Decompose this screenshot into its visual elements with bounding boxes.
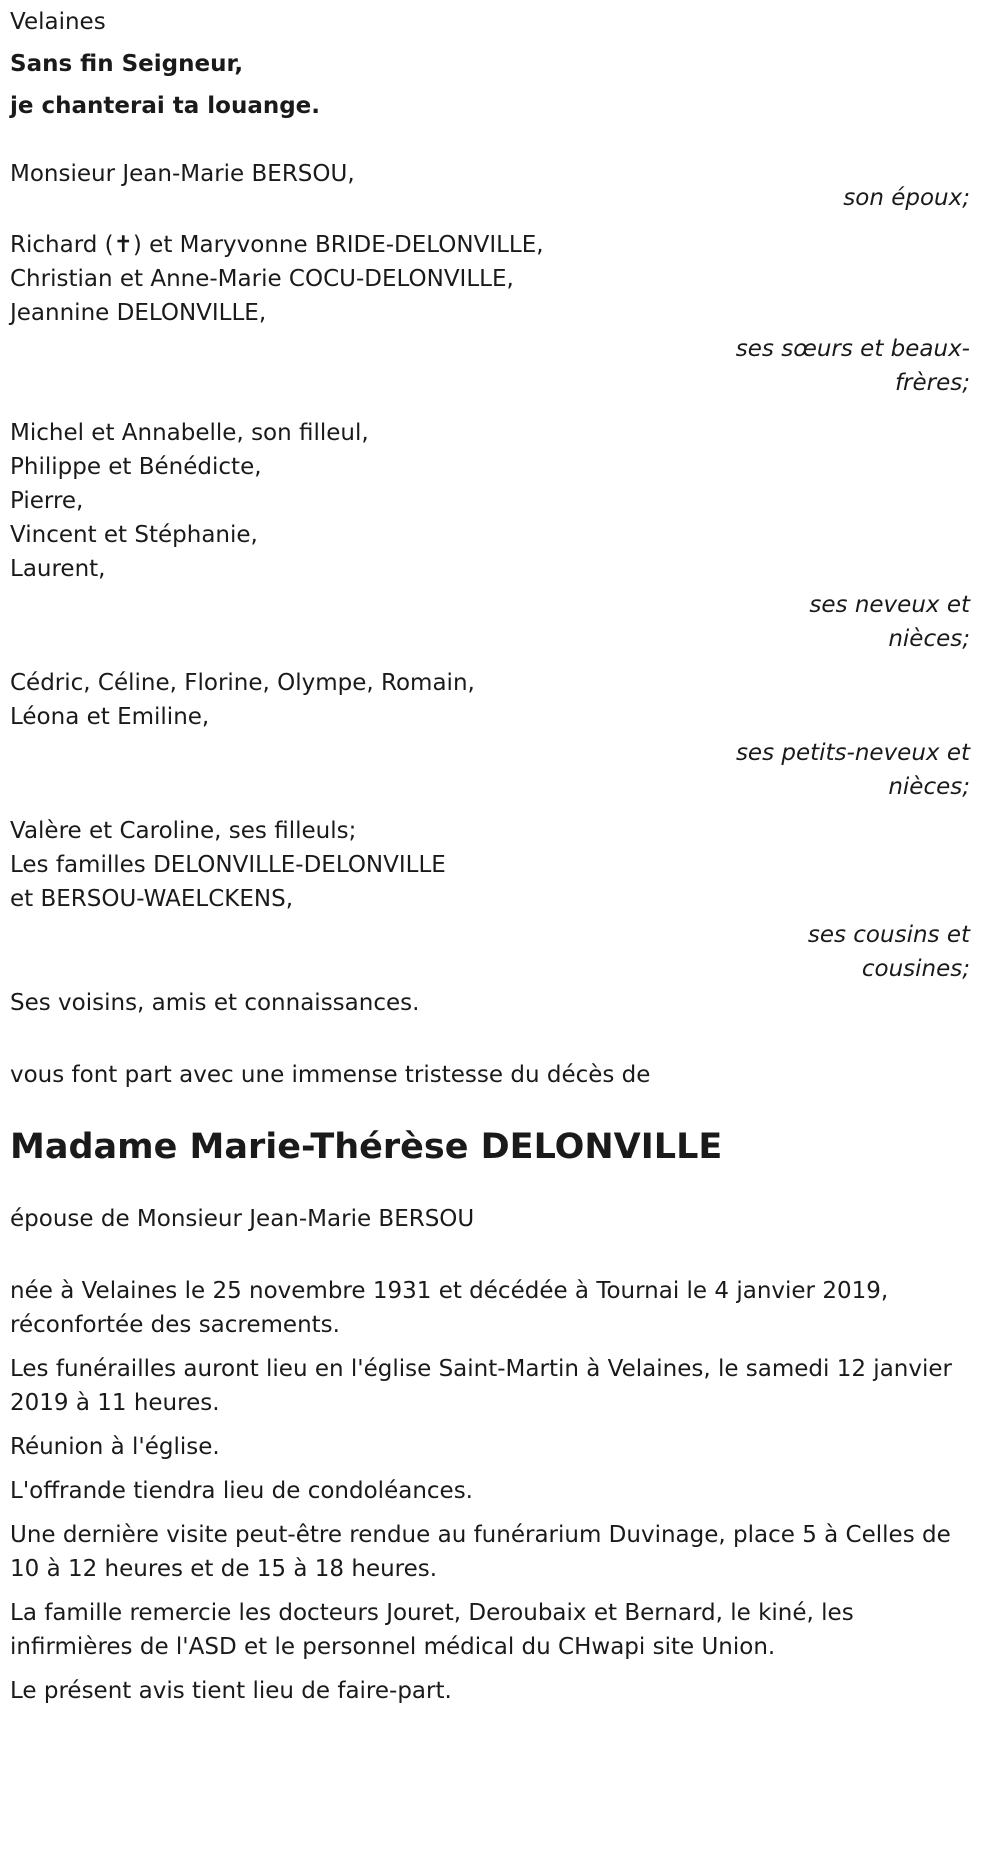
others: Ses voisins, amis et connaissances. [10,990,420,1016]
spouse-name: Monsieur Jean-Marie BERSOU, [10,161,355,187]
cousin-item: et BERSOU-WAELCKENS, [10,886,294,912]
siblings-list [10,228,974,330]
cousins-list [10,814,974,916]
nephews-role [10,588,970,656]
detail-paragraph: L'offrande tiendra lieu de condoléances. [10,1478,473,1504]
nephews-list [10,416,974,586]
detail-paragraph: Les funérailles auront lieu en l'église Saint-Martin à Velaines, le samedi 12 janvier 2019 à 11 heures. [10,1356,952,1416]
nephew-item: Pierre, [10,488,84,514]
verse-line-1: Sans fin Seigneur, [10,51,244,77]
cousins-role [10,918,970,986]
detail-paragraph: Réunion à l'église. [10,1434,220,1460]
relation: épouse de Monsieur Jean-Marie BERSOU [10,1206,475,1232]
grandnephews-role [10,736,970,804]
detail-paragraph: née à Velaines le 25 novembre 1931 et décédée à Tournai le 4 janvier 2019, réconfortée des sacrements. [10,1278,889,1338]
verse-line-2: je chanterai ta louange. [10,93,321,119]
grandnephew-item: Léona et Emiline, [10,704,210,730]
announcement-intro: vous font part avec une immense tristesse du décès de [10,1062,651,1088]
siblings-role-text: ses sœurs et beaux-frères; [735,336,970,396]
grandnephew-item: Cédric, Céline, Florine, Olympe, Romain, [10,670,475,696]
cousin-item: Valère et Caroline, ses filleuls; [10,818,357,844]
nephew-item: Michel et Annabelle, son filleul, [10,420,369,446]
sibling-item: Richard (✝) et Maryvonne BRIDE-DELONVILLE, [10,232,544,258]
detail-paragraph: La famille remercie les docteurs Jouret, Deroubaix et Bernard, le kiné, les infirmières de l'ASD et le personnel médical du CHwapi site Union. [10,1600,854,1660]
obituary-page [0,2,984,1708]
cousin-item: Les familles DELONVILLE-DELONVILLE [10,852,446,878]
cousins-role-text: ses cousins et cousines; [807,922,970,982]
nephews-role-text: ses neveux et nièces; [809,592,970,652]
detail-paragraph: Une dernière visite peut-être rendue au funérarium Duvinage, place 5 à Celles de 10 à 12 heures et de 15 à 18 heures. [10,1522,951,1582]
detail-paragraph: Le présent avis tient lieu de faire-part. [10,1678,452,1704]
grandnephews-list [10,666,974,734]
siblings-role [10,332,970,400]
location: Velaines [10,9,106,35]
nephew-item: Vincent et Stéphanie, [10,522,258,548]
deceased-name: Madame Marie-Thérèse DELONVILLE [10,1127,723,1167]
sibling-item: Jeannine DELONVILLE, [10,300,267,326]
grandnephews-role-text: ses petits-neveux et nièces; [735,740,970,800]
spouse-role-text: son époux; [843,185,970,211]
details-section [10,1274,974,1708]
nephew-item: Laurent, [10,556,106,582]
nephew-item: Philippe et Bénédicte, [10,454,262,480]
sibling-item: Christian et Anne-Marie COCU-DELONVILLE, [10,266,514,292]
